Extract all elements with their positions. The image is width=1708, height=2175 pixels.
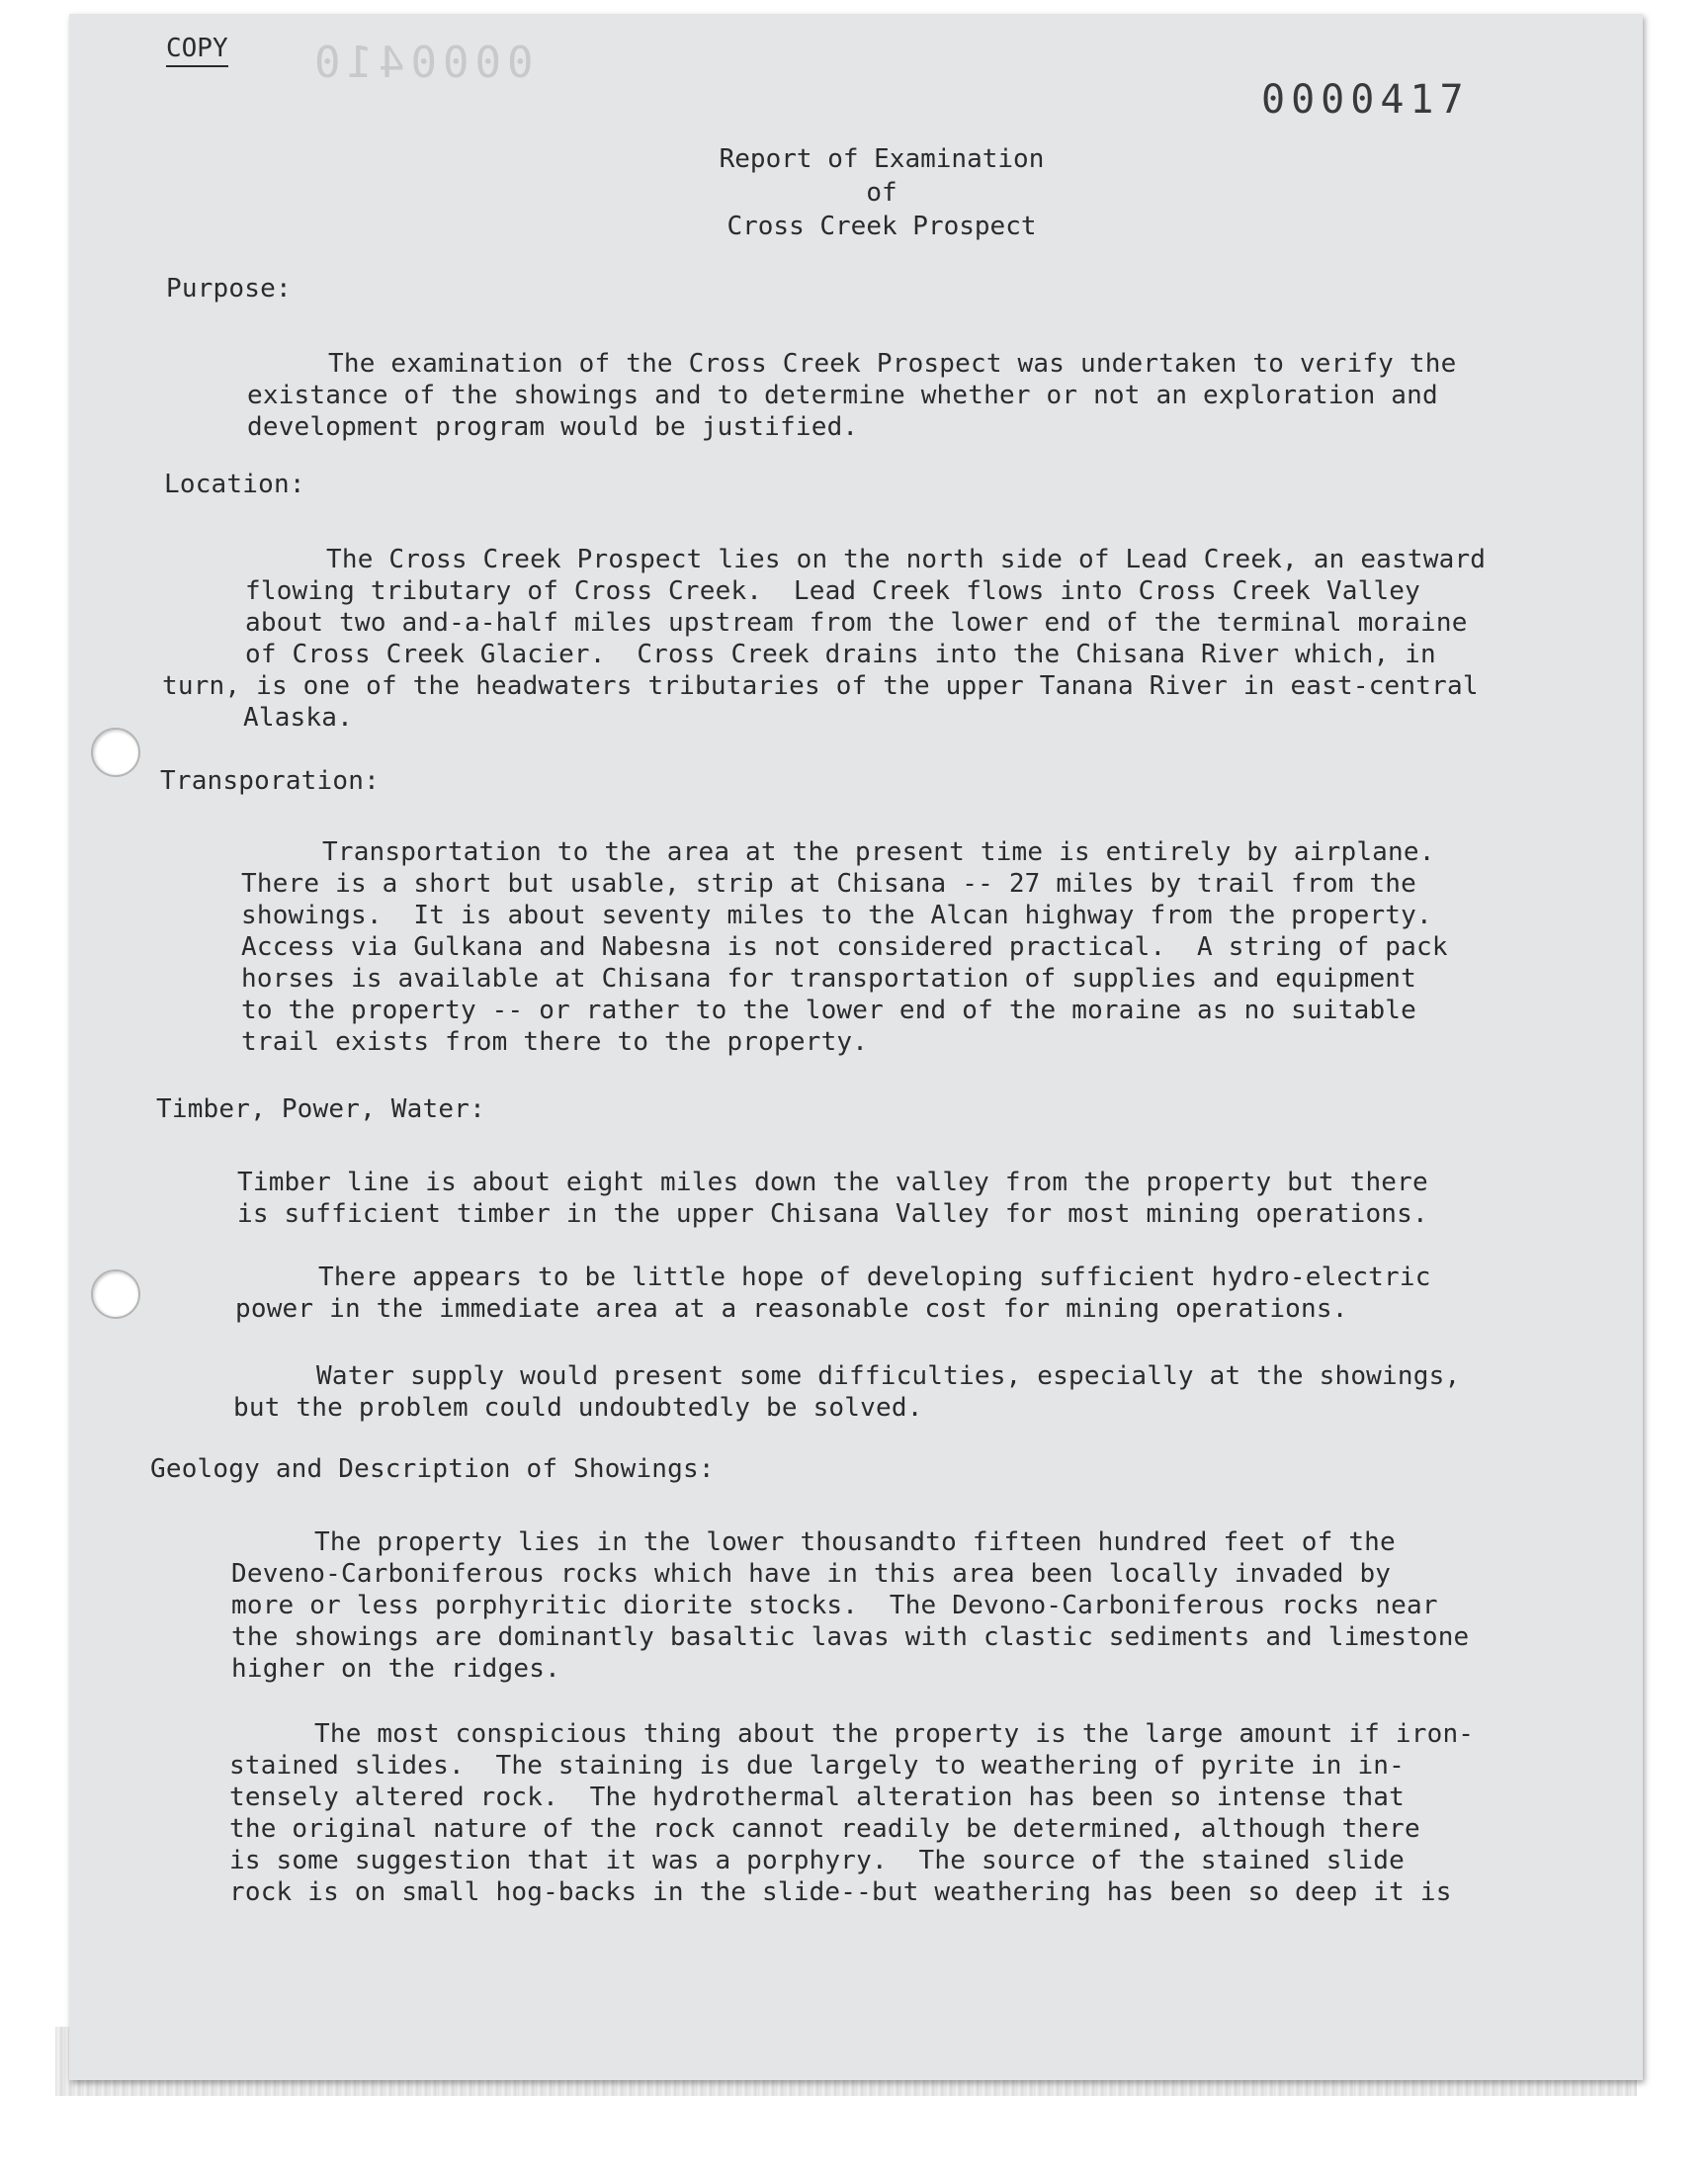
purpose-line: development program would be justified.: [247, 412, 859, 442]
heading-location: Location:: [164, 470, 305, 499]
heading-timber-power-water: Timber, Power, Water:: [156, 1094, 485, 1124]
transportation-line: showings. It is about seventy miles to the Alcan highway from the property.: [241, 901, 1432, 930]
heading-transportation: Transporation:: [160, 766, 380, 796]
title-line-1: Report of Examination: [719, 144, 1045, 174]
transportation-line: trail exists from there to the property.: [241, 1027, 869, 1057]
location-line: about two and-a-half miles upstream from the lower end of the terminal moraine: [245, 608, 1468, 638]
purpose-line: existance of the showings and to determine whether or not an exploration and: [247, 381, 1438, 410]
ghost-number-bleedthrough: 0000410: [308, 38, 534, 88]
title-line-2: of: [866, 178, 897, 208]
punch-hole-top: [91, 728, 140, 777]
geology-line: The most conspicious thing about the property is the large amount if iron-: [314, 1719, 1475, 1749]
geology-line: Deveno-Carboniferous rocks which have in this area been locally invaded by: [231, 1559, 1392, 1589]
geology-line: the showings are dominantly basaltic lavas with clastic sediments and limestone: [231, 1622, 1470, 1652]
heading-purpose: Purpose:: [166, 274, 292, 304]
geology-line: the original nature of the rock cannot readily be determined, although there: [229, 1814, 1420, 1844]
location-line: of Cross Creek Glacier. Cross Creek drains into the Chisana River which, in: [245, 640, 1436, 669]
timber-line: Timber line is about eight miles down the valley from the property but there: [237, 1168, 1428, 1197]
power-line: power in the immediate area at a reasonable cost for mining operations.: [235, 1294, 1348, 1324]
geology-line: tensely altered rock. The hydrothermal alteration has been so intense that: [229, 1783, 1405, 1812]
purpose-line: The examination of the Cross Creek Prospect was undertaken to verify the: [328, 349, 1457, 379]
location-line: flowing tributary of Cross Creek. Lead Creek flows into Cross Creek Valley: [245, 576, 1420, 606]
geology-line: rock is on small hog-backs in the slide--but weathering has been so deep it is: [229, 1877, 1452, 1907]
geology-line: more or less porphyritic diorite stocks. The Devono-Carboniferous rocks near: [231, 1591, 1438, 1620]
location-line: turn, is one of the headwaters tributaries of the upper Tanana River in east-central: [162, 671, 1479, 701]
geology-line: is some suggestion that it was a porphyry. The source of the stained slide: [229, 1846, 1405, 1875]
location-line: Alaska.: [243, 703, 353, 733]
punch-hole-bottom: [91, 1269, 140, 1319]
timber-line: is sufficient timber in the upper Chisana Valley for most mining operations.: [237, 1199, 1428, 1229]
location-line: The Cross Creek Prospect lies on the north side of Lead Creek, an eastward: [326, 545, 1487, 574]
copy-label: COPY: [166, 34, 228, 67]
transportation-line: to the property -- or rather to the lower end of the moraine as no suitable: [241, 996, 1416, 1025]
transportation-line: horses is available at Chisana for transportation of supplies and equipment: [241, 964, 1416, 994]
transportation-line: There is a short but usable, strip at Chisana -- 27 miles by trail from the: [241, 869, 1416, 899]
water-line: but the problem could undoubtedly be solved.: [233, 1393, 923, 1423]
geology-line: higher on the ridges.: [231, 1654, 560, 1684]
power-line: There appears to be little hope of developing sufficient hydro-electric: [318, 1262, 1431, 1292]
document-number: 0000417: [1261, 77, 1470, 123]
geology-line: The property lies in the lower thousandto fifteen hundred feet of the: [314, 1527, 1396, 1557]
geology-line: stained slides. The staining is due largely to weathering of pyrite in in-: [229, 1751, 1405, 1781]
transportation-line: Access via Gulkana and Nabesna is not considered practical. A string of pack: [241, 932, 1448, 962]
heading-geology: Geology and Description of Showings:: [150, 1454, 715, 1484]
transportation-line: Transportation to the area at the present time is entirely by airplane.: [322, 837, 1435, 867]
title-line-3: Cross Creek Prospect: [726, 212, 1037, 241]
water-line: Water supply would present some difficulties, especially at the showings,: [316, 1361, 1461, 1391]
